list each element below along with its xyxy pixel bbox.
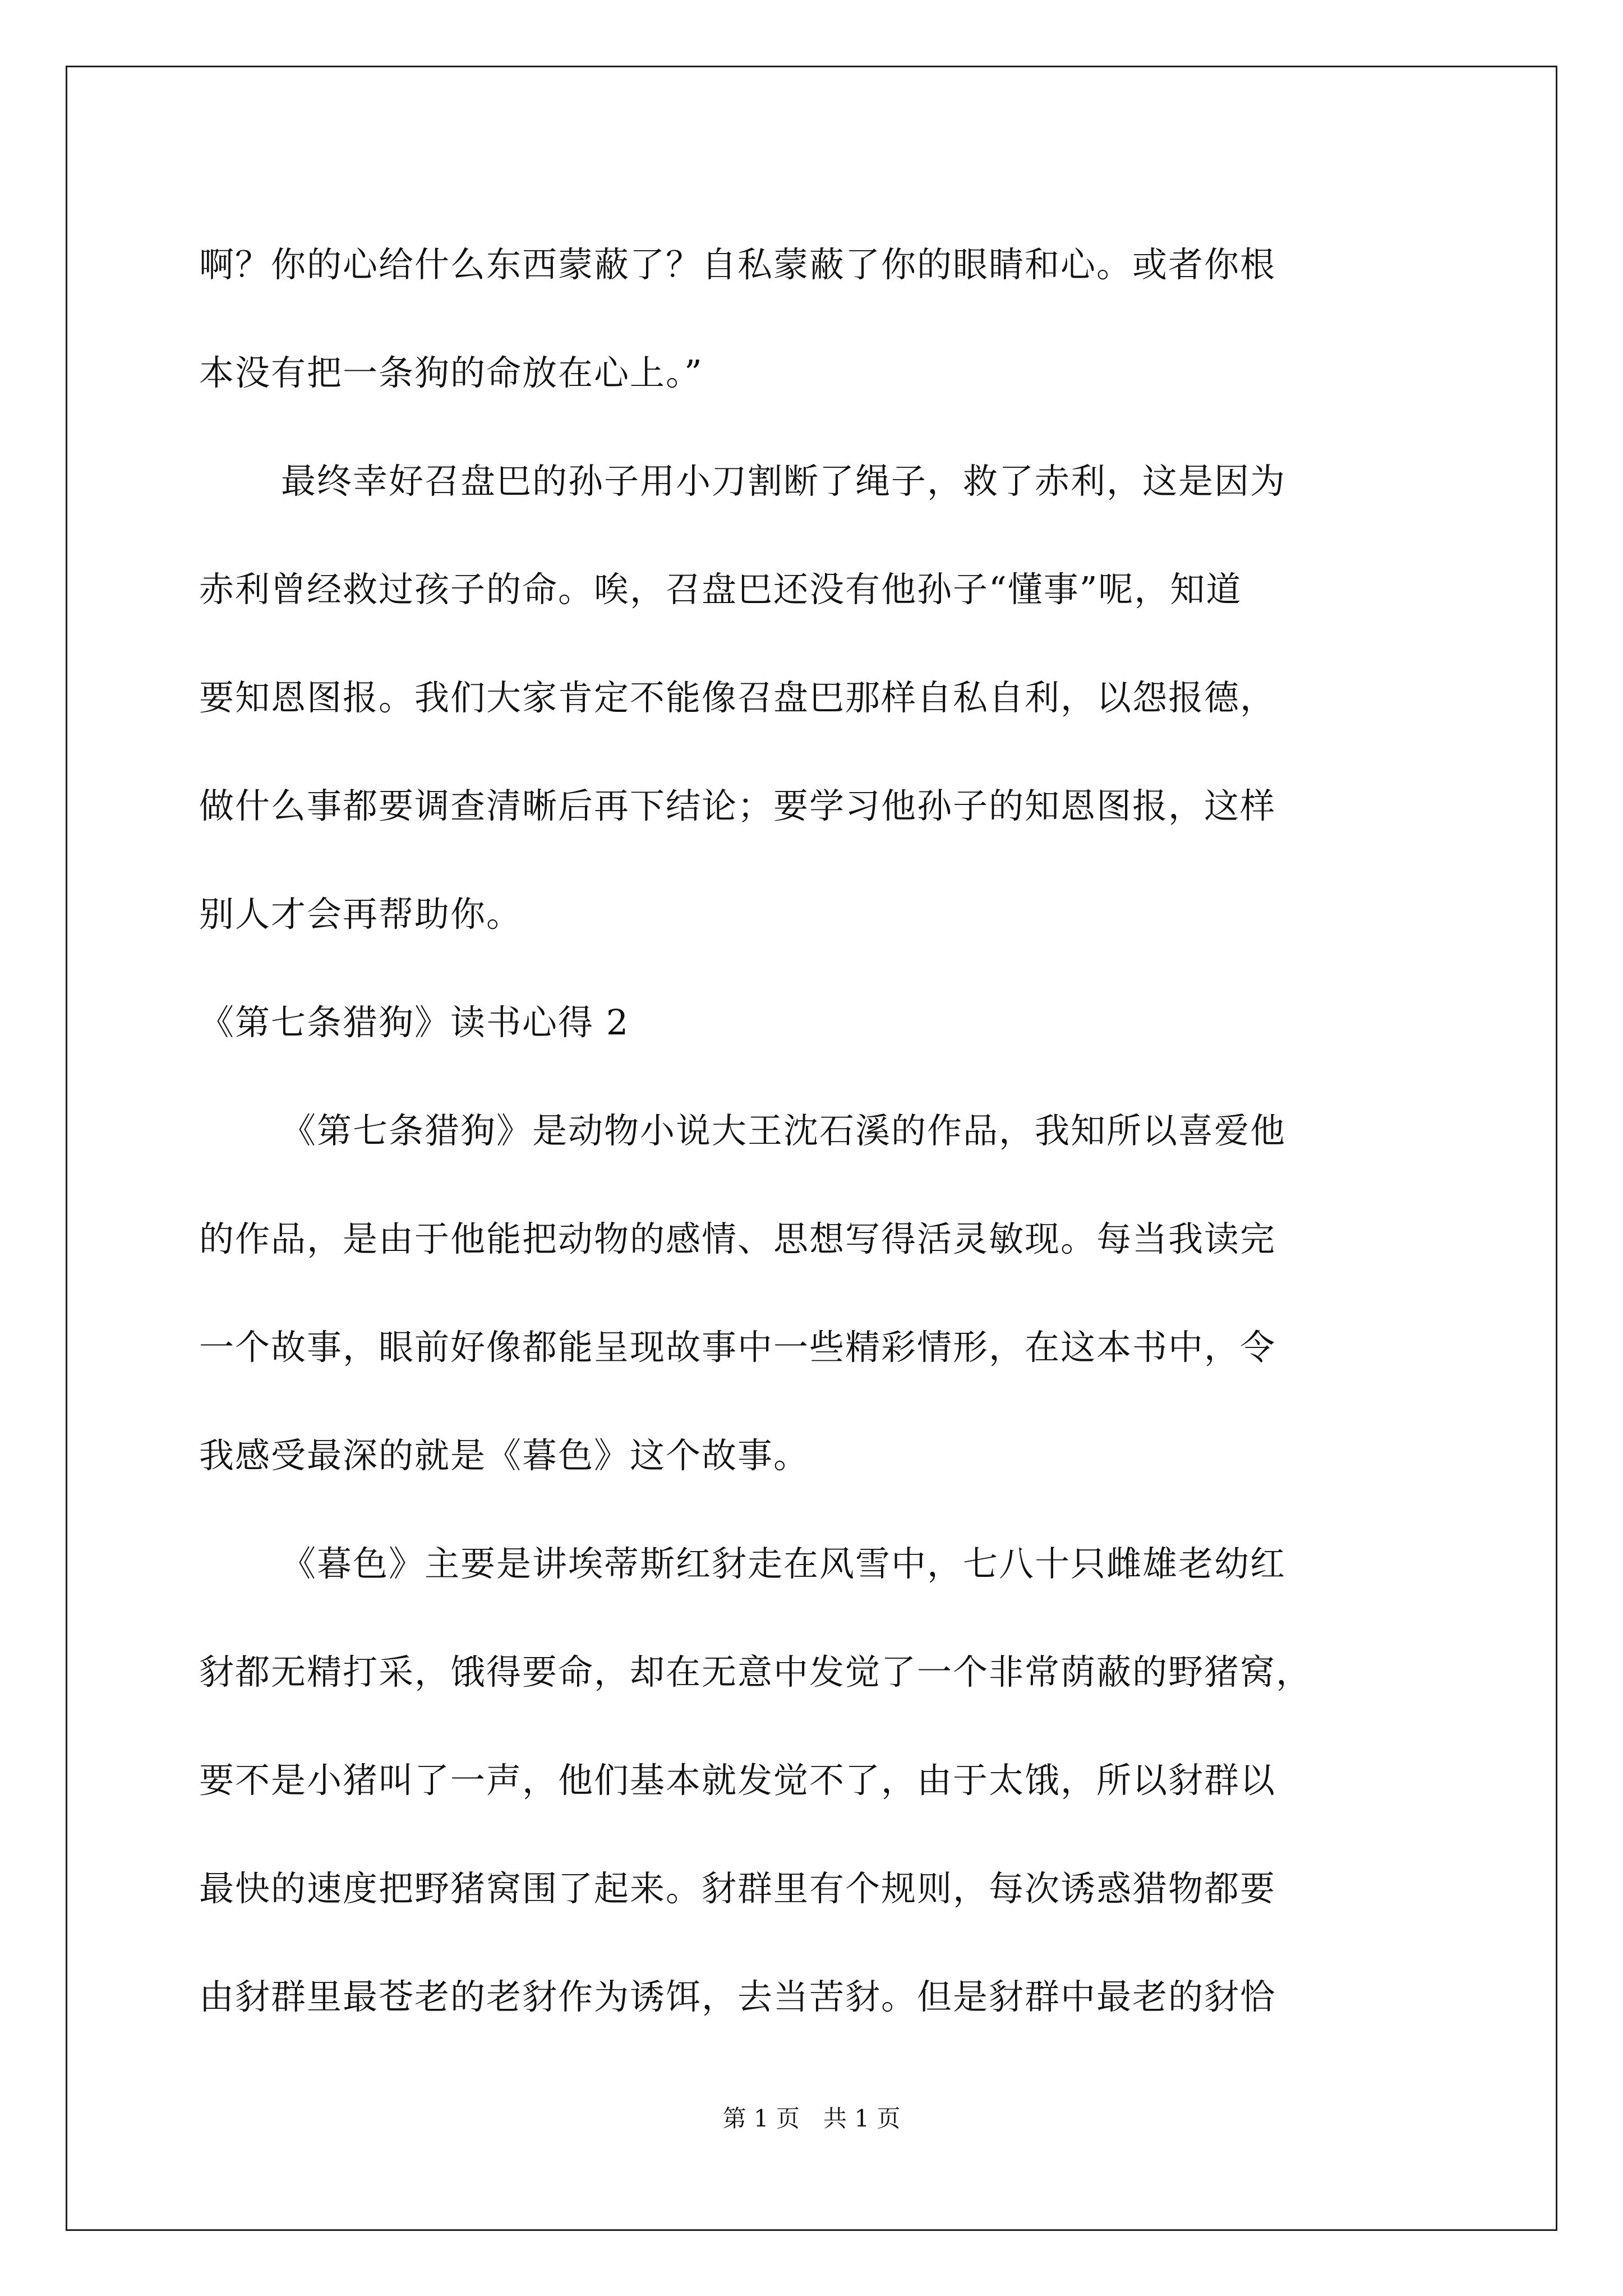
paragraph-start-line: 《第七条猎狗》是动物小说大王沈石溪的作品，我知所以喜爱他	[281, 1110, 1287, 1151]
text-line: 本没有把一条狗的命放在心上。”	[199, 352, 703, 393]
text-line: 啊？你的心给什么东西蒙蔽了？自私蒙蔽了你的眼睛和心。或者你根	[199, 244, 1276, 285]
section-heading: 《第七条猎狗》读书心得 2	[199, 1002, 630, 1043]
text-line: 豺都无精打采，饿得要命，却在无意中发觉了一个非常荫蔽的野猪窝，	[199, 1651, 1312, 1692]
text-line: 要不是小猪叫了一声，他们基本就发觉不了，由于太饿，所以豺群以	[199, 1760, 1276, 1801]
text-line: 我感受最深的就是《暮色》这个故事。	[199, 1435, 810, 1476]
paragraph-start-line: 《暮色》主要是讲埃蒂斯红豺走在风雪中，七八十只雌雄老幼红	[281, 1543, 1287, 1584]
text-line: 做什么事都要调查清晰后再下结论；要学习他孙子的知恩图报，这样	[199, 785, 1276, 826]
page-footer: 第 1 页 共 1 页	[722, 2105, 901, 2132]
text-line: 最快的速度把野猪窝围了起来。豺群里有个规则，每次诱惑猎物都要	[199, 1868, 1276, 1909]
paragraph-start-line: 最终幸好召盘巴的孙子用小刀割断了绳子，救了赤利，这是因为	[281, 461, 1287, 501]
document-body	[199, 210, 1433, 2051]
text-line: 赤利曾经救过孩子的命。唉，召盘巴还没有他孙子“懂事”呢，知道	[199, 569, 1242, 610]
text-line: 别人才会再帮助你。	[199, 894, 523, 935]
text-line: 要知恩图报。我们大家肯定不能像召盘巴那样自私自利，以怨报德，	[199, 677, 1276, 718]
text-line: 由豺群里最苍老的老豺作为诱饵，去当苦豺。但是豺群中最老的豺恰	[199, 1976, 1276, 2017]
text-line: 一个故事，眼前好像都能呈现故事中一些精彩情形，在这本书中，令	[199, 1327, 1276, 1368]
text-line: 的作品，是由于他能把动物的感情、思想写得活灵敏现。每当我读完	[199, 1218, 1276, 1259]
